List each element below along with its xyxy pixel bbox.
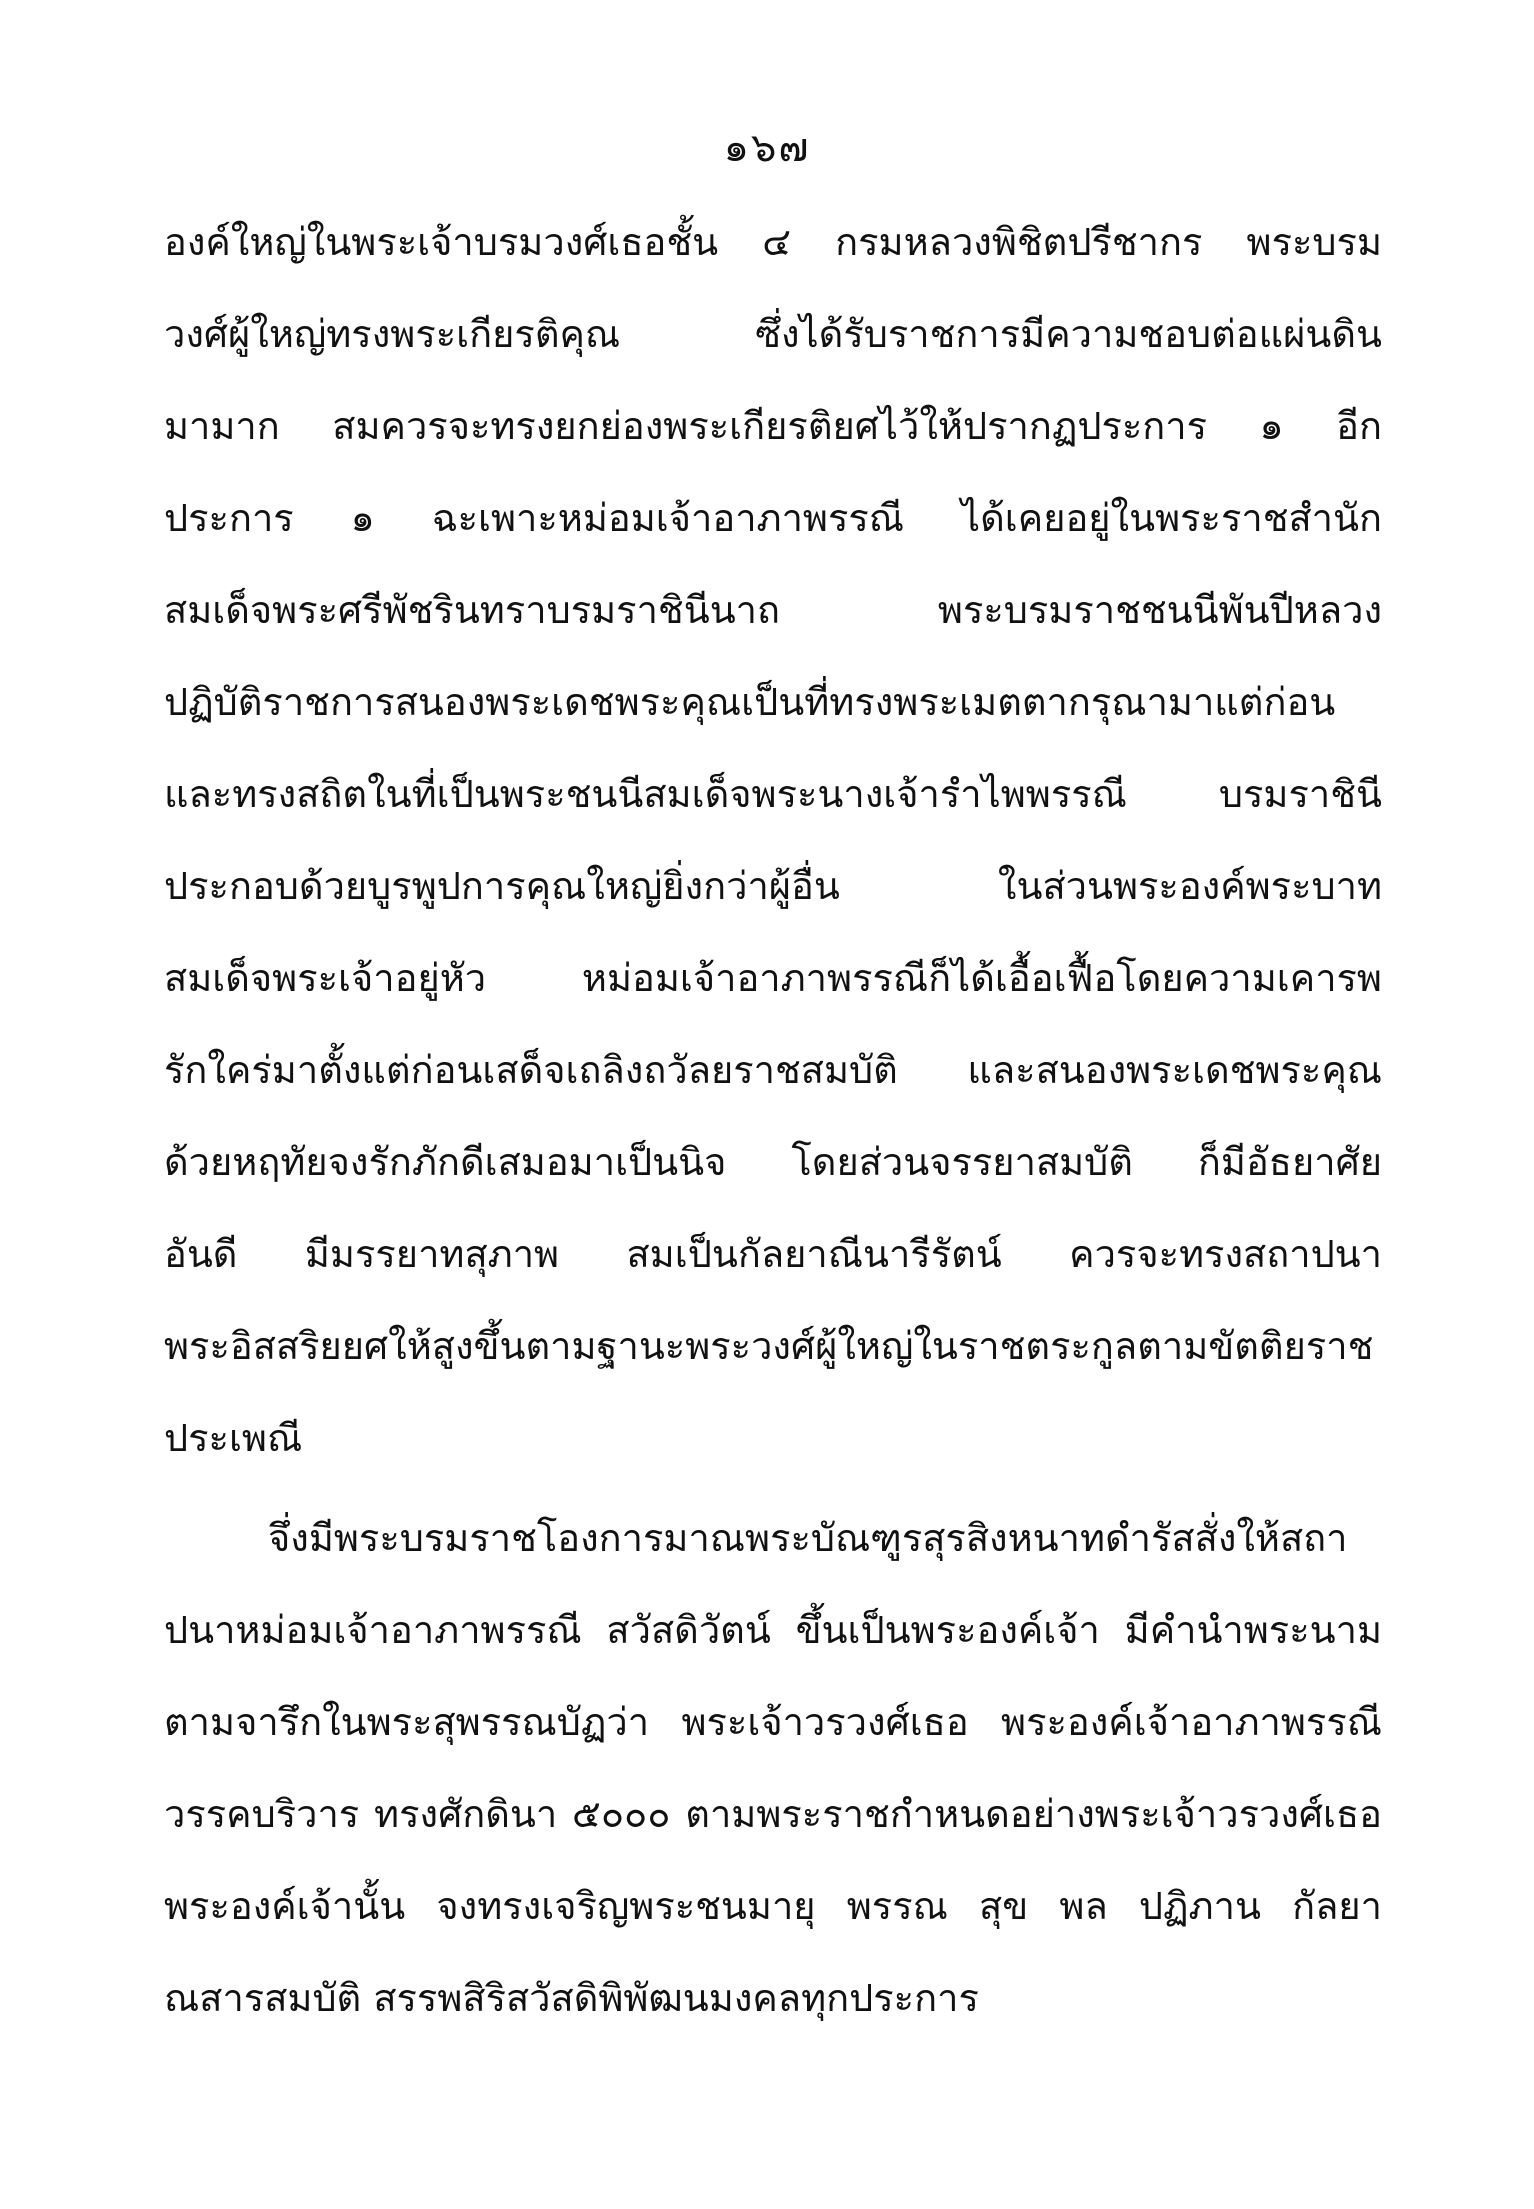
text-line: วงศ์ผู้ใหญ่ทรงพระเกียรติคุณ ซึ่งได้รับราชการมีความชอบต่อแผ่นดิน [164, 312, 1382, 356]
text-line: สมเด็จพระศรีพัชรินทราบรมราชินีนาถ พระบรมราชชนนีพันปีหลวง [164, 588, 1382, 632]
text-line: พระองค์เจ้านั้น จงทรงเจริญพระชนมายุ พรรณ สุข พล ปฏิภาน กัลยา [164, 1884, 1382, 1928]
text-line: ด้วยหฤทัยจงรักภักดีเสมอมาเป็นนิจ โดยส่วนจรรยาสมบัติ ก็มีอัธยาศัย [164, 1140, 1382, 1184]
text-line: ปฏิบัติราชการสนองพระเดชพระคุณเป็นที่ทรงพระเมตตากรุณามาแต่ก่อน [164, 680, 1336, 724]
text-line: สมเด็จพระเจ้าอยู่หัว หม่อมเจ้าอาภาพรรณีก็ได้เอื้อเฟื้อโดยความเคารพ [164, 956, 1382, 1000]
text-line: มามาก สมควรจะทรงยกย่องพระเกียรติยศไว้ให้ปรากฏประการ ๑ อีก [164, 404, 1382, 448]
text-line: ปนาหม่อมเจ้าอาภาพรรณี สวัสดิวัตน์ ขึ้นเป็นพระองค์เจ้า มีคำนำพระนาม [164, 1608, 1382, 1652]
text-line: รักใคร่มาตั้งแต่ก่อนเสด็จเถลิงถวัลยราชสมบัติ และสนองพระเดชพระคุณ [164, 1048, 1382, 1092]
text-line: ประกอบด้วยบูรพูปการคุณใหญ่ยิ่งกว่าผู้อื่น ในส่วนพระองค์พระบาท [164, 864, 1382, 908]
text-line: ประเพณี [164, 1416, 303, 1460]
text-line: อันดี มีมรรยาทสุภาพ สมเป็นกัลยาณีนารีรัตน์ ควรจะทรงสถาปนา [164, 1232, 1382, 1276]
text-line: ณสารสมบัติ สรรพสิริสวัสดิพิพัฒนมงคลทุกประการ [164, 1976, 979, 2020]
text-line: วรรคบริวาร ทรงศักดินา ๕๐๐๐ ตามพระราชกำหนดอย่างพระเจ้าวรวงศ์เธอ [164, 1792, 1382, 1836]
text-line: ประการ ๑ ฉะเพาะหม่อมเจ้าอาภาพรรณี ได้เคยอยู่ในพระราชสำนัก [164, 496, 1382, 540]
page-number: ๑๖๗ [723, 125, 811, 171]
paragraph-first-line: จึ่งมีพระบรมราชโองการมาณพระบัณฑูรสุรสิงหนาทดำรัสสั่งให้สถา [268, 1516, 1348, 1560]
text-line: พระอิสสริยยศให้สูงขึ้นตามฐานะพระวงศ์ผู้ใหญ่ในราชตระกูลตามขัตติยราช [164, 1324, 1374, 1368]
text-line: และทรงสถิตในที่เป็นพระชนนีสมเด็จพระนางเจ้ารำไพพรรณี บรมราชินี [164, 772, 1382, 816]
text-line: ตามจารึกในพระสุพรรณบัฏว่า พระเจ้าวรวงศ์เธอ พระองค์เจ้าอาภาพรรณี [164, 1700, 1382, 1744]
text-line: องค์ใหญ่ในพระเจ้าบรมวงศ์เธอชั้น ๔ กรมหลวงพิชิตปรีชากร พระบรม [164, 220, 1382, 264]
